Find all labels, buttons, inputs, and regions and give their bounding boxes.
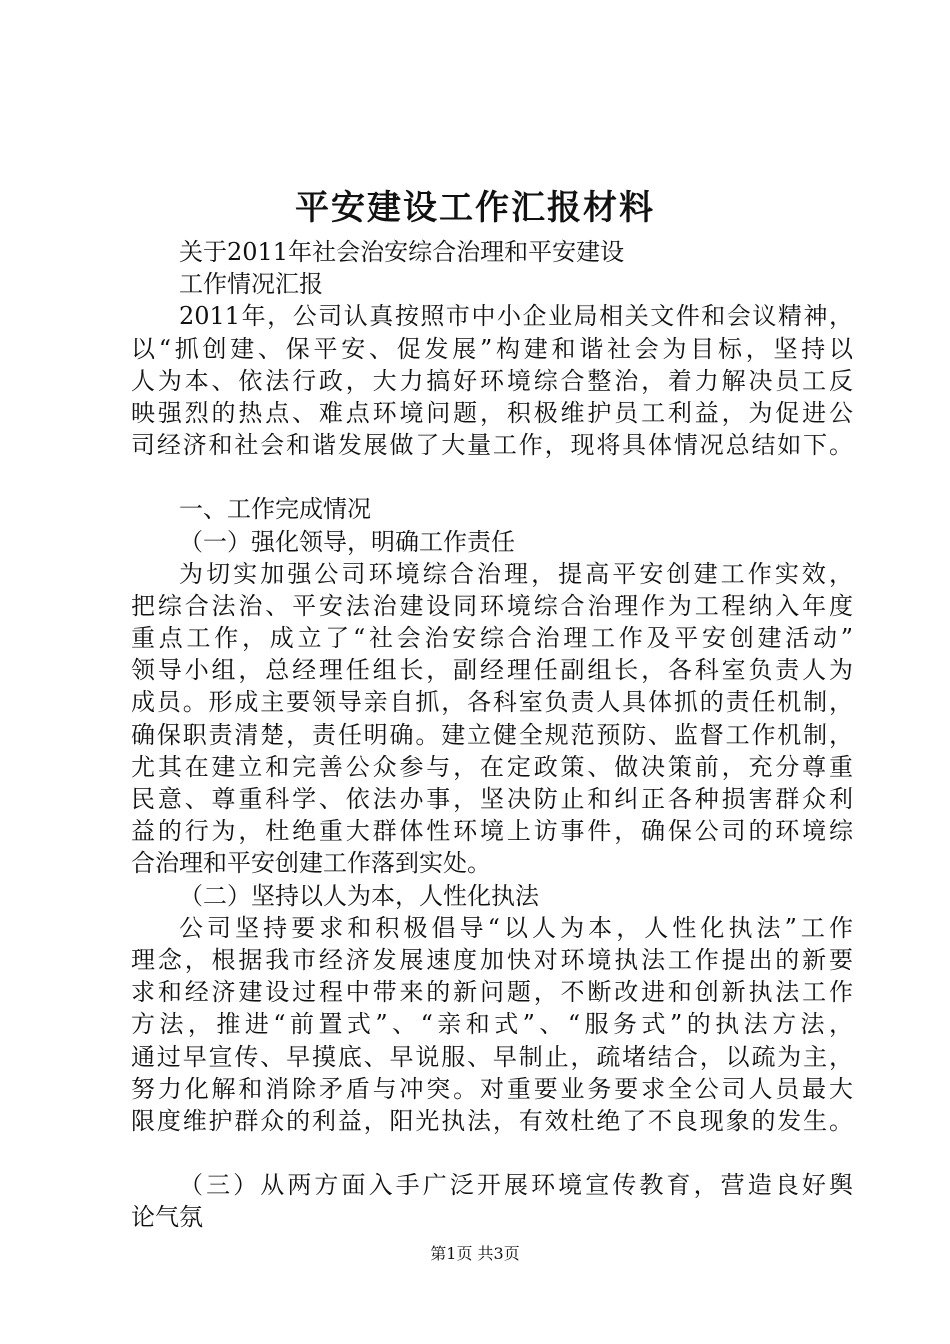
subsection-2-line: 通过早宣传、早摸底、早说服、早制止，疏堵结合，以疏为主， [131,1042,853,1071]
subsection-1-line: 把综合法治、平安法治建设同环境综合治理作为工程纳入年度 [131,591,853,620]
document-body [131,236,853,1233]
intro-line: 人为本、依法行政，大力搞好环境综合整治，着力解决员工反 [131,366,853,395]
subsection-2-line: 方法，推进“前置式”、“亲和式”、“服务式”的执法方法， [131,1010,853,1039]
subsection-1-line: 领导小组，总经理任组长，副经理任副组长，各科室负责人为 [131,656,853,685]
intro-line: 2011年，公司认真按照市中小企业局相关文件和会议精神， [179,302,853,331]
subsection-1-heading: （一）强化领导，明确工作责任 [179,527,515,556]
subsection-2-line: 公司坚持要求和积极倡导“以人为本，人性化执法”工作 [179,913,853,942]
subsection-1-line: 成员。形成主要领导亲自抓，各科室负责人具体抓的责任机制， [131,688,853,717]
subtitle-line-1: 关于2011年社会治安综合治理和平安建设 [179,238,625,266]
subsection-2-line: 努力化解和消除矛盾与冲突。对重要业务要求全公司人员最大 [131,1074,853,1103]
subsection-1-line: 确保职责清楚，责任明确。建立健全规范预防、监督工作机制， [131,720,853,749]
subsection-3-line: （三）从两方面入手广泛开展环境宣传教育，营造良好舆 [179,1171,853,1200]
document-title: 平安建设工作汇报材料 [295,188,655,228]
subsection-2-line: 求和经济建设过程中带来的新问题，不断改进和创新执法工作 [131,978,853,1007]
section-1-heading: 一、工作完成情况 [179,495,371,524]
subsection-2-line: 理念，根据我市经济发展速度加快对环境执法工作提出的新要 [131,945,853,974]
subsection-1-line: 尤其在建立和完善公众参与，在定政策、做决策前，充分尊重 [131,752,853,781]
subsection-1-line: 民意、尊重科学、依法办事，坚决防止和纠正各种损害群众利 [131,785,853,813]
subsection-2-heading: （二）坚持以人为本，人性化执法 [179,881,539,910]
subsection-2-line: 限度维护群众的利益，阳光执法，有效杜绝了不良现象的发生。 [131,1106,853,1135]
subtitle-line-2: 工作情况汇报 [179,270,323,299]
intro-line: 以“抓创建、保平安、促发展”构建和谐社会为目标，坚持以 [131,334,853,363]
subsection-3-line: 论气氛 [131,1203,203,1232]
intro-line: 映强烈的热点、难点环境问题，积极维护员工利益，为促进公 [131,398,853,427]
subsection-1-line: 重点工作，成立了“社会治安综合治理工作及平安创建活动” [131,624,853,653]
subsection-1-line: 益的行为，杜绝重大群体性环境上访事件，确保公司的环境综 [131,817,853,846]
subsection-1-line: 为切实加强公司环境综合治理，提高平安创建工作实效， [179,559,853,588]
page-footer: 第1页 共3页 [430,1244,520,1263]
intro-line: 司经济和社会和谐发展做了大量工作，现将具体情况总结如下。 [131,431,853,460]
subsection-1-line: 合治理和平安创建工作落到实处。 [131,849,491,878]
